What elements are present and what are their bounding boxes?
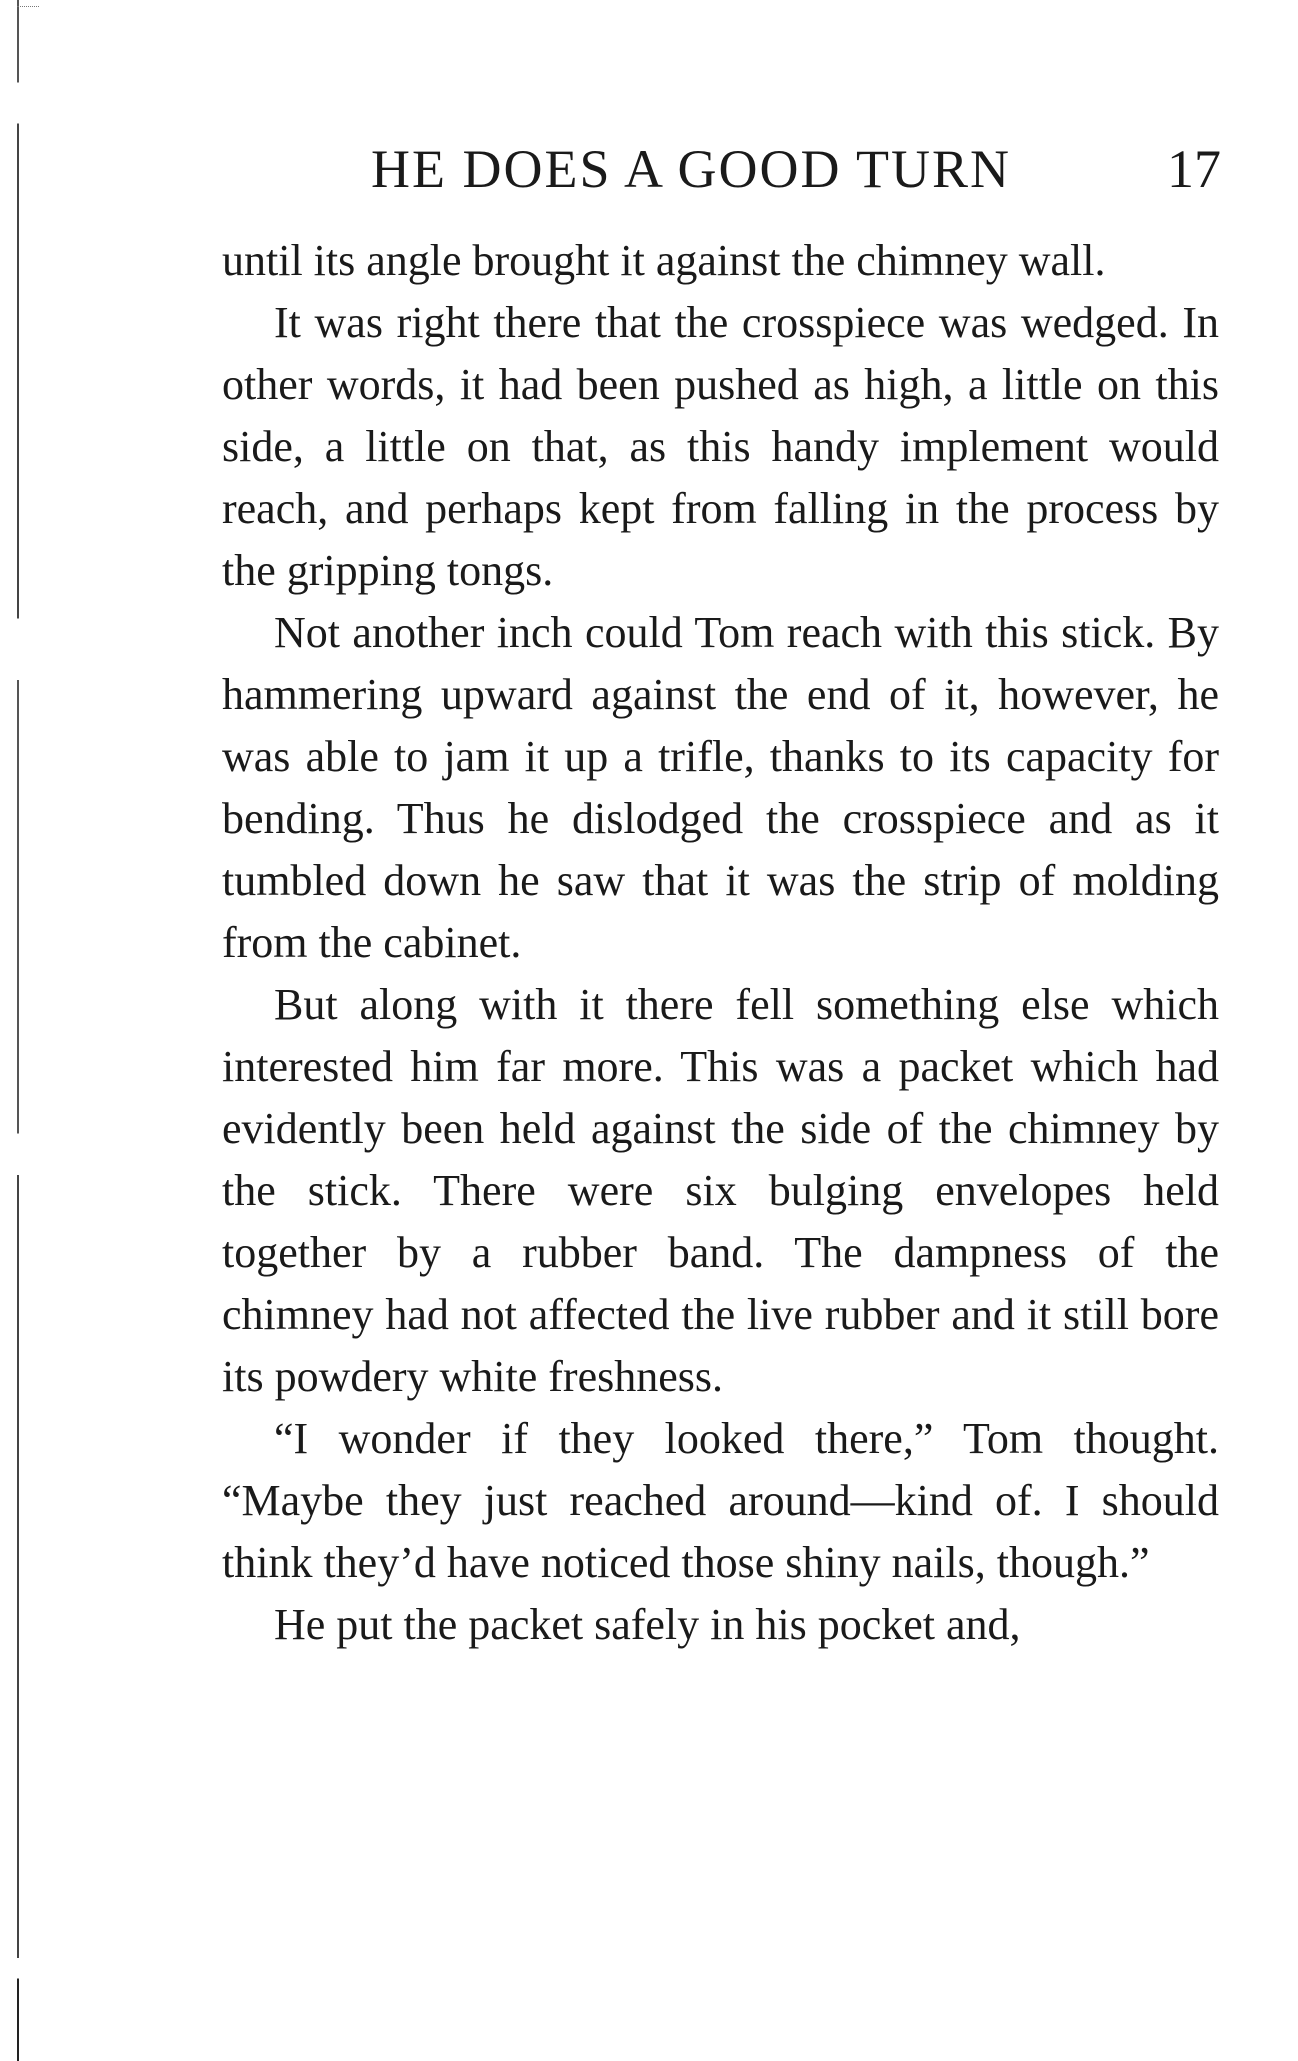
paragraph: “I wonder if they looked there,” Tom thought. “Maybe they just reached around—kind of. I should think they’d have noticed those shiny nails, though.” bbox=[222, 1414, 1219, 1587]
paragraph: He put the packet safely in his pocket and, bbox=[274, 1600, 1021, 1649]
paragraph-continuation: until its angle brought it against the chimney wall. bbox=[222, 236, 1106, 285]
page-number: 17 bbox=[1167, 139, 1221, 199]
page-edge-line bbox=[17, 0, 19, 2061]
body-text bbox=[222, 230, 1219, 1656]
page-header bbox=[371, 138, 1221, 208]
paragraph: Not another inch could Tom reach with this stick. By hammering upward against the end of it, however, he was able to jam it up a trifle, thanks to its capacity for bending. Thus he dislodged the crosspiece and as it tumbled down he saw that it was the strip of molding from the cabinet. bbox=[222, 608, 1219, 967]
paragraph: It was right there that the crosspiece was wedged. In other words, it had been pushed as high, a little on this side, a little on that, as this handy implement would reach, and perhaps kept from falling in the process by the gripping tongs. bbox=[222, 298, 1219, 595]
running-title: HE DOES A GOOD TURN bbox=[371, 139, 1012, 199]
paragraph: But along with it there fell something else which interested him far more. This was a packet which had evidently been held against the side of the chimney by the stick. There were six bulging envelopes held together by a rubber band. The dampness of the chimney had not affected the live rubber and it still bore its powdery white freshness. bbox=[222, 980, 1219, 1401]
page-edge-corner bbox=[17, 6, 39, 7]
